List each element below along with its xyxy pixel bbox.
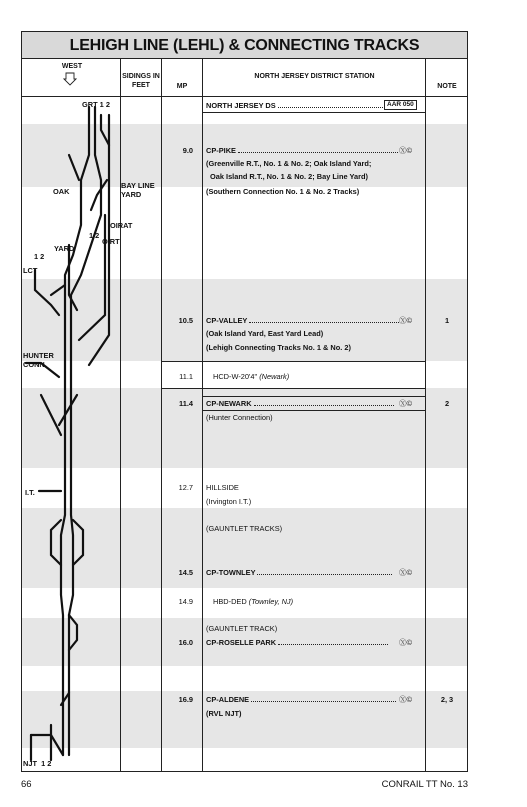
signal-icons: Ⓧ© bbox=[399, 695, 413, 704]
grt-label: GRT 1 2 bbox=[82, 100, 110, 109]
station-header: NORTH JERSEY DISTRICT STATION bbox=[254, 73, 375, 80]
oirt-nums-label: 1 2 bbox=[89, 231, 100, 240]
row-rule bbox=[202, 396, 425, 397]
row-rule bbox=[161, 361, 425, 362]
hunter-conn-label: HUNTER CONN. bbox=[23, 351, 54, 369]
timetable-frame: LEHIGH LINE (LEHL) & CONNECTING TRACKS WEST SIDINGS IN FEET MP NORTH JERSEY DISTRICT STATION NOTE NORTH JERSEY DS AAR 050 9.0 CP-PIKE Ⓧ© (Greenville R.T., No. 1 & No. 2; Oak Island Yard; Oak Island R.T., No. 1 & No. 2; Bay Line Yard) (Southern Connection No. 1 & No. 2 Tracks) 10.5 CP-VALLEY Ⓧ© (Oak Island Yard, East Yard Lead) (Lehigh Connecting Tracks No. 1 & No. 2) 1 11.1 HCD-W-20'4" (Newark) 11.4 CP-NEWARK Ⓧ© (Hunter Connection) 2 12.7 HILLSIDE (Irvington I.T.) (GAUNTLET TRACKS) 14.5 CP-TOWNLEY Ⓧ© 14.9 HBD-DED (Townley, NJ) (GAUNTLET TRACK) 16.0 CP-ROSELLE PARK Ⓧ© 16.9 CP-ALDENE Ⓧ© (RVL NJT) 2, 3 bbox=[21, 31, 468, 772]
oirt-label: OIRT bbox=[102, 237, 120, 246]
page-title: LEHIGH LINE (LEHL) & CONNECTING TRACKS bbox=[22, 32, 467, 59]
gauntlet-tracks-label: (GAUNTLET TRACKS) bbox=[206, 524, 283, 533]
row-rule bbox=[202, 410, 425, 411]
col-divider bbox=[161, 58, 162, 771]
col-divider bbox=[425, 58, 426, 771]
direction-header: WEST bbox=[61, 63, 83, 70]
aar-badge: AAR 050 bbox=[384, 100, 417, 110]
col-divider bbox=[202, 58, 203, 771]
it-label: I.T. bbox=[25, 488, 35, 497]
signal-icons: Ⓧ© bbox=[399, 638, 413, 647]
signal-icons: Ⓧ© bbox=[399, 316, 413, 325]
lct-nums-label: 1 2 bbox=[34, 252, 45, 261]
sidings-header: SIDINGS IN FEET bbox=[122, 73, 160, 89]
oak-label: OAK bbox=[53, 187, 70, 196]
signal-icons: Ⓧ© bbox=[399, 568, 413, 577]
publication-label: CONRAIL TT No. 13 bbox=[381, 779, 468, 790]
note-header: NOTE bbox=[437, 83, 457, 90]
row-rule bbox=[161, 388, 425, 389]
yard-label: YARD bbox=[54, 244, 75, 253]
mp-header: MP bbox=[176, 83, 188, 90]
oirat-label: OIRAT bbox=[110, 221, 133, 230]
page-number: 66 bbox=[21, 779, 32, 790]
lct-label: LCT bbox=[23, 266, 38, 275]
district-label: NORTH JERSEY DS bbox=[206, 101, 383, 110]
njt-label: NJT 1 2 bbox=[23, 759, 52, 768]
signal-icons: Ⓧ© bbox=[399, 399, 413, 408]
west-arrow-icon bbox=[63, 72, 77, 86]
bay-line-yard-label: BAY LINE YARD bbox=[121, 181, 155, 199]
district-rule bbox=[202, 112, 425, 113]
signal-icons: Ⓧ© bbox=[399, 146, 413, 155]
